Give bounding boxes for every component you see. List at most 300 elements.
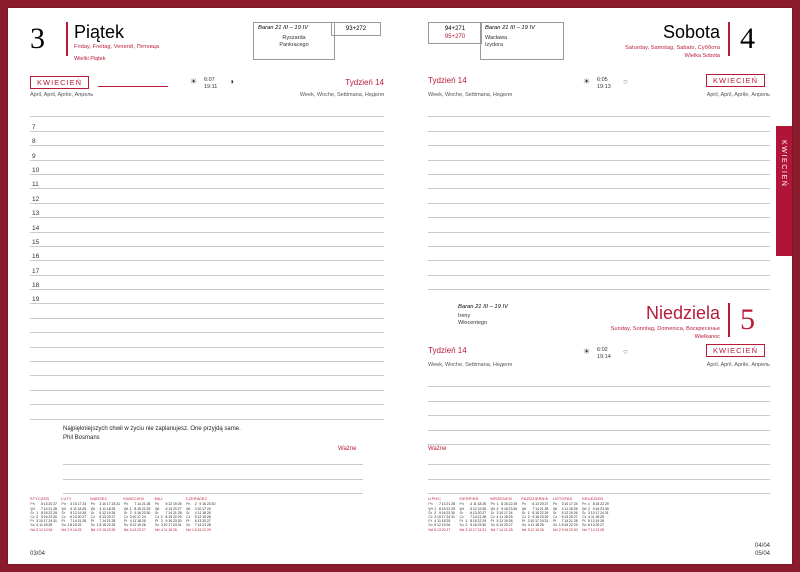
writing-line[interactable]	[428, 431, 770, 445]
mini-day-label: Pt	[521, 519, 526, 524]
writing-line[interactable]	[428, 218, 770, 232]
mini-day-label: Nd	[186, 527, 191, 532]
mini-day-cell: 3	[434, 514, 437, 519]
mini-day-cell: 30	[513, 506, 518, 511]
mini-day-label: So	[552, 523, 558, 528]
mini-day-cell: 25	[600, 514, 605, 519]
writing-line[interactable]	[428, 276, 770, 290]
mini-day-cell: 7	[532, 506, 535, 511]
mini-day-label: Pt	[90, 519, 95, 524]
mini-day-label: Pt	[459, 519, 463, 524]
mini-day-cell: 30	[177, 519, 182, 524]
mini-day-cell: 1	[496, 502, 499, 507]
mini-day-cell: 15	[535, 510, 540, 515]
day-4-writing-lines[interactable]	[428, 103, 770, 290]
mini-day-cell: 7	[165, 510, 168, 515]
mini-day-cell: 17	[503, 510, 508, 515]
mini-day-cell: 11	[473, 502, 477, 507]
mini-day-cell: 17	[43, 519, 48, 524]
writing-line[interactable]	[30, 405, 384, 419]
writing-line[interactable]	[428, 117, 770, 131]
day-4-daynumber-box	[428, 22, 482, 44]
day-3-week-langs: Week, Woche, Settimana, Неделя	[299, 92, 384, 98]
mini-day-cell: 21	[568, 519, 573, 524]
day-5-notes-lines[interactable]	[428, 451, 770, 494]
mini-day-cell: 3	[527, 519, 530, 524]
writing-line[interactable]	[428, 480, 770, 494]
day-4-astro-box	[480, 22, 564, 60]
mini-day-cell: 30	[573, 527, 578, 532]
mini-day-cell: 25	[446, 519, 451, 524]
mini-day-cell: 3	[36, 519, 39, 524]
mini-day-cell: 29	[573, 523, 578, 528]
mini-day-cell: 10	[437, 514, 441, 519]
mini-week-row	[428, 528, 456, 532]
mini-month-title: MAJ	[154, 497, 163, 501]
mini-day-cell: 19	[137, 523, 142, 528]
mini-week-row	[553, 502, 579, 506]
mini-day-cell: 20	[172, 506, 177, 511]
mini-day-cell: 24	[206, 506, 211, 511]
mini-day-cell: 1	[434, 506, 437, 511]
mini-day-cell: 24	[82, 502, 87, 507]
mini-day-cell: 26	[600, 519, 605, 524]
mini-day-label: So	[186, 523, 191, 528]
mini-month	[61, 497, 87, 532]
sun-icon: ☀	[583, 347, 591, 356]
day-3-week-label: Tydzień 14	[345, 78, 384, 87]
day-4-number: 4	[740, 22, 755, 55]
mini-day-cell: 5	[99, 510, 102, 515]
mini-day-cell: 2	[96, 527, 99, 532]
mini-day-cell: 3	[588, 510, 590, 515]
mini-day-label: Wt	[61, 506, 66, 511]
mini-day-cell: 6	[496, 523, 499, 528]
mini-day-cell: 7	[438, 502, 441, 507]
mini-day-cell: 31	[544, 519, 549, 524]
day-4-number-block	[740, 24, 755, 54]
mini-month-title: LUTY	[61, 497, 72, 501]
mini-day-label: Pt	[552, 519, 557, 524]
mini-day-cell: 30	[482, 523, 487, 528]
mini-day-cell: 9	[592, 506, 595, 511]
mini-day-cell: 3	[496, 510, 499, 515]
mini-day-cell	[211, 528, 216, 532]
mini-day-cell: 2	[527, 514, 530, 519]
writing-line[interactable]	[428, 402, 770, 416]
mini-day-cell	[182, 528, 183, 532]
mini-day-cell: 12	[132, 523, 137, 528]
line-rule	[428, 493, 770, 494]
mini-day-cell: 7	[70, 519, 73, 524]
mini-day-cell: 24	[508, 510, 513, 515]
day-3-astro-box	[253, 22, 335, 60]
mini-month-title: SIERPIEŃ	[459, 497, 479, 501]
mini-month	[553, 497, 579, 532]
writing-line[interactable]	[428, 175, 770, 189]
mini-day-cell: 11	[530, 523, 535, 528]
mini-day-cell: 11	[564, 506, 569, 511]
mini-day-cell: 9	[134, 510, 137, 515]
mini-day-cell: 17	[137, 514, 142, 519]
mini-day-cell: 16	[137, 510, 142, 515]
mini-day-cell: 4	[160, 527, 163, 532]
mini-day-cell: 2	[67, 527, 70, 532]
mini-day-cell: 14	[168, 510, 173, 515]
mini-day-cell: 5	[129, 523, 132, 528]
mini-day-cell: 3	[561, 502, 564, 507]
writing-line[interactable]	[428, 189, 770, 203]
mini-day-cell: 1	[588, 502, 590, 507]
writing-line[interactable]	[428, 373, 770, 387]
mini-day-label: Pt	[428, 519, 432, 524]
writing-line[interactable]	[63, 451, 363, 465]
writing-line[interactable]	[30, 304, 384, 318]
mini-day-cell: 14	[102, 519, 106, 524]
mini-day-cell: 29	[604, 502, 609, 507]
mini-day-label: Pt	[582, 519, 586, 524]
mini-day-cell: 18	[441, 519, 446, 524]
mini-day-cell: 19	[503, 519, 508, 524]
mini-day-cell: 29	[146, 506, 151, 511]
mini-day-cell: 11	[591, 514, 595, 519]
mini-day-label: Nd	[61, 527, 67, 532]
mini-week-row	[459, 502, 487, 506]
mini-day-cell: 4	[561, 506, 564, 511]
writing-line[interactable]	[428, 451, 770, 465]
mini-day-cell: 19	[441, 523, 446, 528]
mini-day-cell: 19	[535, 527, 540, 532]
writing-line[interactable]	[63, 465, 363, 479]
mini-day-cell: 22	[202, 527, 207, 532]
day-3-writing-lines[interactable]	[30, 103, 384, 420]
mini-day-cell: 6	[561, 514, 564, 519]
day-5-divider	[728, 303, 730, 337]
day-5-sunset: 19:14	[597, 354, 611, 360]
mini-week-row	[490, 528, 518, 532]
month-thumb-tab[interactable]	[776, 126, 792, 256]
mini-day-label: Pt	[154, 519, 159, 524]
writing-line[interactable]	[30, 319, 384, 333]
mini-day-cell: 10	[72, 502, 77, 507]
mini-day-cell: 30	[544, 514, 549, 519]
mini-day-cell: 26	[111, 510, 116, 515]
mini-day-cell: 7	[194, 523, 197, 528]
writing-line[interactable]	[30, 161, 384, 175]
mini-month	[459, 497, 487, 532]
day-3-number: 3	[30, 22, 45, 55]
mini-day-label: Pt	[123, 519, 128, 524]
mini-week-row	[30, 528, 58, 532]
mini-day-cell: 5	[70, 510, 73, 515]
mini-day-cell: 26	[446, 523, 451, 528]
writing-line[interactable]	[30, 362, 384, 376]
writing-line[interactable]	[428, 416, 770, 430]
mini-day-cell: 14	[441, 502, 446, 507]
day-5-writing-lines[interactable]	[428, 373, 770, 445]
mini-month-title: STYCZEŃ	[30, 497, 50, 501]
writing-line[interactable]	[30, 146, 384, 160]
mini-month-title: MARZEC	[90, 497, 108, 501]
writing-line[interactable]	[30, 103, 384, 117]
day-3-notes-lines[interactable]	[63, 451, 363, 494]
mini-day-cell: 19	[172, 502, 177, 507]
mini-day-label: Pn	[490, 502, 495, 507]
mini-day-cell: 21	[503, 527, 508, 532]
mini-day-cell: 4	[36, 523, 39, 528]
mini-day-cell: 22	[446, 506, 451, 511]
writing-line[interactable]	[30, 261, 384, 275]
day-3-wazne-label: Ważne	[338, 446, 357, 452]
mini-day-cell: 30	[604, 506, 609, 511]
writing-line[interactable]	[428, 261, 770, 275]
mini-day-cell: 14	[590, 527, 595, 532]
mini-day-cell: 22	[477, 519, 482, 524]
mini-day-cell: 12	[168, 502, 173, 507]
writing-line[interactable]	[63, 480, 363, 494]
day-4-name-block	[586, 23, 720, 59]
day-3-holiday: Wielki Piątek	[74, 56, 106, 62]
mini-day-cell: 17	[472, 527, 477, 532]
writing-line[interactable]	[30, 376, 384, 390]
mini-day-cell: 11	[499, 514, 504, 519]
mini-week-row	[582, 528, 610, 532]
day-4-divider	[728, 22, 730, 56]
mini-day-cell: 18	[137, 519, 142, 524]
mini-day-cell: 25	[172, 527, 177, 532]
hour-label: 11	[32, 181, 39, 189]
mini-week-row	[30, 502, 58, 506]
writing-line[interactable]	[428, 146, 770, 160]
mini-day-cell: 15	[102, 523, 106, 528]
mini-day-cell: 27	[573, 514, 578, 519]
mini-week-row	[123, 528, 151, 532]
mini-day-cell: 4	[70, 506, 73, 511]
writing-line[interactable]	[30, 391, 384, 405]
mini-day-cell: 12	[564, 510, 569, 515]
mini-day-cell: 28	[482, 514, 487, 519]
mini-day-cell: 17	[441, 514, 446, 519]
mini-day-cell	[116, 528, 121, 532]
mini-day-label: Śr	[582, 510, 586, 515]
mini-day-cell: 8	[99, 523, 102, 528]
mini-day-cell: 5	[496, 519, 499, 524]
mini-day-cell: 7	[99, 519, 102, 524]
day-4-daynumber-bottom: 95+270	[444, 34, 466, 40]
writing-line[interactable]	[428, 161, 770, 175]
mini-day-cell: 17	[77, 502, 82, 507]
day-4-zodiac: Baran 21 III – 19 IV	[485, 25, 535, 31]
mini-day-cell: 23	[508, 506, 513, 511]
mini-month-title: GRUDZIEŃ	[581, 497, 604, 501]
mini-day-label: Wt	[30, 506, 35, 511]
mini-day-cell: 4	[496, 514, 499, 519]
writing-line[interactable]	[30, 204, 384, 218]
mini-day-cell: 22	[539, 510, 544, 515]
mini-day-label: Wt	[90, 506, 95, 511]
writing-line[interactable]	[30, 175, 384, 189]
mini-day-cell: 22	[508, 502, 513, 507]
day-5-zodiac: Baran 21 III – 19 IV	[458, 304, 508, 310]
mini-day-cell: 20	[137, 527, 142, 532]
day-3-quote	[63, 425, 363, 443]
mini-day-label: Nd	[154, 527, 160, 532]
mini-day-cell: 14	[197, 523, 202, 528]
mini-day-cell: 2	[588, 506, 590, 511]
mini-day-label: Cz	[552, 514, 558, 519]
writing-line[interactable]	[30, 132, 384, 146]
mini-day-cell: 2	[194, 502, 197, 507]
mini-day-cell: 25	[573, 506, 578, 511]
day-3-month-badge: KWIECIEŃ	[30, 76, 89, 89]
day-3-sunrise: 6:07	[204, 77, 215, 83]
mini-day-cell: 30	[111, 527, 116, 532]
writing-line[interactable]	[428, 204, 770, 218]
hour-label: 17	[32, 267, 40, 275]
mini-day-cell: 11	[39, 523, 43, 528]
mini-day-label: Nd	[459, 527, 465, 532]
mini-day-cell: 14	[499, 527, 504, 532]
writing-line[interactable]	[30, 218, 384, 232]
mini-day-cell: 31	[116, 502, 121, 507]
hour-label: 18	[32, 282, 40, 290]
mini-day-cell: 28	[544, 506, 549, 511]
day-4-sunrise: 6:05	[597, 77, 608, 83]
mini-day-cell: 21	[477, 514, 482, 519]
mini-day-cell: 23	[106, 527, 111, 532]
mini-day-cell: 5	[36, 527, 39, 532]
mini-day-cell: 14	[43, 506, 48, 511]
writing-line[interactable]	[30, 247, 384, 261]
writing-line[interactable]	[428, 465, 770, 479]
mini-day-cell: 7	[134, 502, 137, 507]
mini-day-cell: 23	[539, 514, 544, 519]
line-rule	[428, 289, 770, 290]
mini-day-cell: 16	[441, 510, 446, 515]
mini-day-cell: 4	[99, 506, 102, 511]
day-3-name: Piątek	[74, 22, 125, 42]
mini-day-cell: 29	[482, 519, 487, 524]
mini-day-label: Pn	[123, 502, 129, 507]
writing-line[interactable]	[428, 233, 770, 247]
mini-day-cell: 18	[168, 527, 173, 532]
mini-week-row	[123, 502, 151, 506]
writing-line[interactable]	[30, 333, 384, 347]
mini-day-cell: 20	[48, 502, 53, 507]
mini-day-cell: 2	[558, 527, 561, 532]
mini-day-cell: 12	[102, 510, 106, 515]
mini-day-cell: 12	[72, 510, 77, 515]
day-5-langs: Sunday, Sonntag, Domenica, Воскресенье	[610, 326, 720, 332]
mini-day-cell: 9	[165, 519, 168, 524]
mini-day-cell: 27	[482, 510, 487, 515]
mini-day-cell: 4	[470, 502, 473, 507]
mini-week-row	[155, 523, 183, 527]
mini-day-cell: 26	[48, 527, 53, 532]
mini-day-label: Pt	[61, 519, 65, 524]
mini-day-cell: 11	[197, 510, 202, 515]
mini-day-cell: 3	[194, 506, 197, 511]
moon-new-icon: ○	[623, 347, 628, 356]
day-5-astro-box	[458, 304, 538, 334]
mini-day-cell: 9	[470, 523, 473, 528]
mini-day-cell: 31	[53, 519, 57, 524]
mini-day-label: Nd	[123, 527, 129, 532]
day-5-month-langs: April, April, Aprile, Апрель	[706, 362, 770, 368]
mini-day-cell: 16	[102, 527, 106, 532]
day-4-sun-times	[597, 77, 611, 91]
mini-day-label: Śr	[186, 510, 190, 515]
mini-day-cell	[87, 528, 88, 532]
mini-day-cell: 18	[477, 502, 482, 507]
mini-week-row	[521, 528, 549, 532]
writing-line[interactable]	[30, 348, 384, 362]
mini-day-cell: 6	[129, 527, 132, 532]
diary-spread	[8, 8, 792, 564]
day-5-name-block	[566, 304, 720, 340]
mini-day-cell: 8	[40, 510, 43, 515]
mini-day-cell: 13	[564, 514, 569, 519]
writing-line[interactable]	[428, 387, 770, 401]
writing-line[interactable]	[30, 117, 384, 131]
mini-month	[90, 497, 120, 532]
writing-line[interactable]	[30, 233, 384, 247]
writing-line[interactable]	[428, 132, 770, 146]
mini-day-cell: 16	[72, 527, 77, 532]
mini-day-cell: 28	[53, 506, 57, 511]
mini-day-cell: 8	[532, 510, 535, 515]
writing-line[interactable]	[428, 103, 770, 117]
mini-day-cell: 16	[564, 527, 569, 532]
mini-day-cell: 9	[199, 502, 202, 507]
mini-day-cell: 6	[40, 502, 43, 507]
mini-day-cell: 30	[451, 510, 455, 515]
mini-day-label: Cz	[428, 514, 433, 519]
mini-day-cell: 4	[588, 514, 590, 519]
quote-author: Phil Bosmans	[63, 435, 100, 441]
mini-day-label: So	[582, 523, 587, 528]
mini-day-cell: 13	[72, 514, 77, 519]
mini-day-cell: 23	[206, 502, 211, 507]
mini-day-cell: 22	[568, 523, 573, 528]
mini-day-label: Wt	[154, 506, 160, 511]
mini-day-cell: 13	[590, 523, 595, 528]
writing-line[interactable]	[30, 276, 384, 290]
writing-line[interactable]	[30, 290, 384, 304]
mini-day-cell	[487, 528, 488, 532]
mini-day-cell	[455, 528, 456, 532]
mini-day-label: Pn	[552, 502, 558, 507]
mini-day-cell: 17	[595, 510, 600, 515]
mini-day-cell: 5	[527, 527, 530, 532]
writing-line[interactable]	[428, 247, 770, 261]
mini-day-cell: 29	[206, 527, 211, 532]
mini-day-cell: 8	[165, 514, 168, 519]
mini-day-cell: 19	[477, 506, 482, 511]
mini-day-cell: 14	[72, 519, 77, 524]
mini-day-cell: 18	[535, 523, 540, 528]
mini-day-label: Wt	[123, 506, 129, 511]
mini-day-label: Śr	[521, 510, 526, 515]
mini-day-cell: 13	[499, 523, 504, 528]
mini-week-row	[90, 528, 120, 532]
mini-day-cell: 14	[472, 514, 477, 519]
writing-line[interactable]	[30, 189, 384, 203]
day-3-divider	[66, 22, 68, 56]
mini-day-cell: 15	[137, 506, 142, 511]
mini-day-cell: 14	[137, 502, 142, 507]
mini-week-row	[61, 502, 87, 506]
